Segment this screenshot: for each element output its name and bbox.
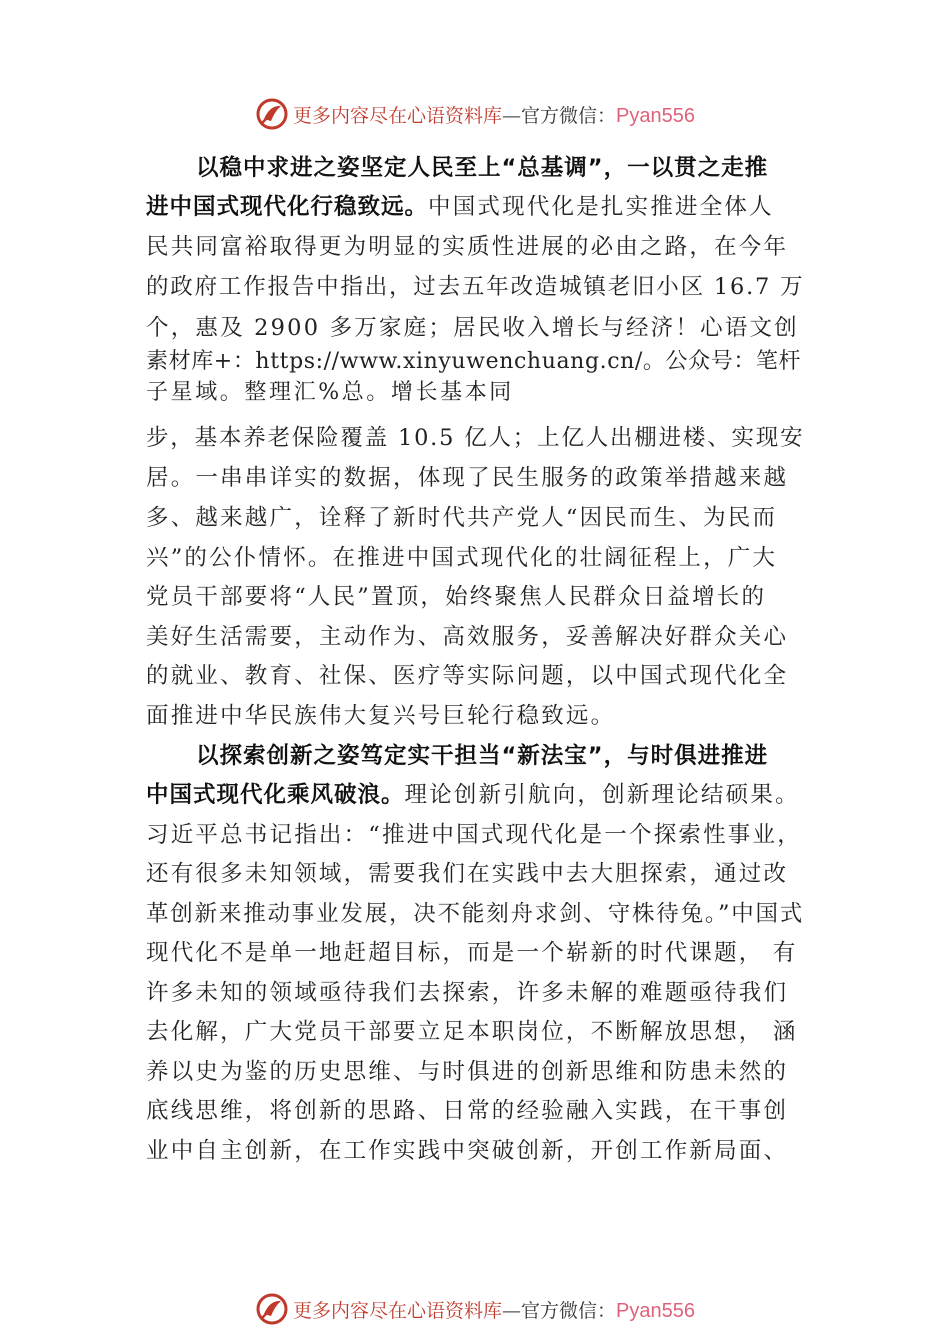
p2-line-10: 底线思维，将创新的思路、日常的经验融入实践，在干事创	[146, 1098, 789, 1124]
footer-separator: —	[502, 1299, 522, 1322]
p2-line-9: 养以史为鉴的历史思维、与时俱进的创新思维和防患未然的	[146, 1059, 789, 1085]
p1-line-5: 个，惠及 2900 多万家庭；居民收入增长与经济！心语文创	[146, 315, 799, 341]
p1-line-13: 美好生活需要，主动作为、高效服务，妥善解决好群众关心	[146, 624, 789, 650]
p2-heading-line-1: 以探索创新之姿笃定实干担当“新法宝”，与时俱进推进	[196, 743, 769, 769]
p2-heading-line-2: 中国式现代化乘风破浪。	[146, 782, 405, 808]
header-title: 更多内容尽在心语资料库	[293, 104, 503, 127]
p1-line-9: 居。一串串详实的数据，体现了民生服务的政策举措越来越	[146, 465, 789, 491]
p2-line-6: 现代化不是单一地赶超目标，而是一个崭新的时代课题， 有	[146, 940, 798, 966]
p2-line-5: 革创新来推动事业发展，决不能刻舟求剑、守株待兔。”中国式	[146, 901, 805, 927]
header-separator: —	[502, 104, 522, 127]
p2-line-7: 许多未知的领域亟待我们去探索，许多未解的难题亟待我们	[146, 980, 789, 1006]
p1-line-7: 子星域。整理汇%总。增长基本同	[146, 380, 514, 405]
footer-title: 更多内容尽在心语资料库	[293, 1299, 503, 1322]
p1-line-6: 素材库+：https://www.xinyuwenchuang.cn/。公众号：笔杆	[146, 349, 802, 374]
page-footer	[0, 1287, 950, 1331]
p2-line-11: 业中自主创新，在工作实践中突破创新，开创工作新局面、	[146, 1138, 789, 1164]
header-wechat-id: Pyan556	[616, 104, 695, 127]
p1-line-12: 党员干部要将“人民”置顶，始终聚焦人民群众日益增长的	[146, 584, 767, 610]
p1-heading-line-2: 进中国式现代化行稳致远。	[146, 194, 429, 220]
p2-line-4: 还有很多未知领域，需要我们在实践中去大胆探索，通过改	[146, 861, 789, 887]
header-wechat-label: 官方微信：	[521, 104, 617, 127]
footer-banner	[293, 1296, 695, 1323]
p2-line-8: 去化解，广大党员干部要立足本职岗位，不断解放思想， 涵	[146, 1019, 798, 1045]
page-header	[0, 92, 950, 136]
p1-line-15: 面推进中华民族伟大复兴号巨轮行稳致远。	[146, 703, 616, 729]
p2-line-3: 习近平总书记指出：“推进中国式现代化是一个探索性事业，	[146, 822, 802, 848]
p1-line-8: 步，基本养老保险覆盖 10.5 亿人；上亿人出棚进楼、实现安	[146, 425, 805, 451]
brand-logo-icon	[255, 1292, 289, 1326]
p1-line-4: 的政府工作报告中指出，过去五年改造城镇老旧小区 16.7 万	[146, 274, 805, 300]
header-banner	[293, 101, 695, 128]
brand-logo-icon	[255, 97, 289, 131]
p2-line-2-text: 理论创新引航向，创新理论结硕果。	[404, 782, 800, 808]
p1-line-10: 多、越来越广，诠释了新时代共产党人“因民而生、为民而	[146, 505, 778, 531]
p1-heading-line-1: 以稳中求进之姿坚定人民至上“总基调”，一以贯之走推	[196, 155, 769, 181]
p1-line-3: 民共同富裕取得更为明显的实质性进展的必由之路，在今年	[146, 234, 789, 260]
p1-line-2-text: 中国式现代化是扎实推进全体人	[428, 194, 774, 220]
footer-wechat-label: 官方微信：	[521, 1299, 617, 1322]
p1-line-11: 兴”的公仆情怀。在推进中国式现代化的壮阔征程上，广大	[146, 545, 778, 571]
footer-wechat-id: Pyan556	[616, 1299, 695, 1322]
p1-line-14: 的就业、教育、社保、医疗等实际问题，以中国式现代化全	[146, 663, 789, 689]
p1-line-2	[146, 192, 774, 222]
p2-line-2	[146, 780, 800, 810]
